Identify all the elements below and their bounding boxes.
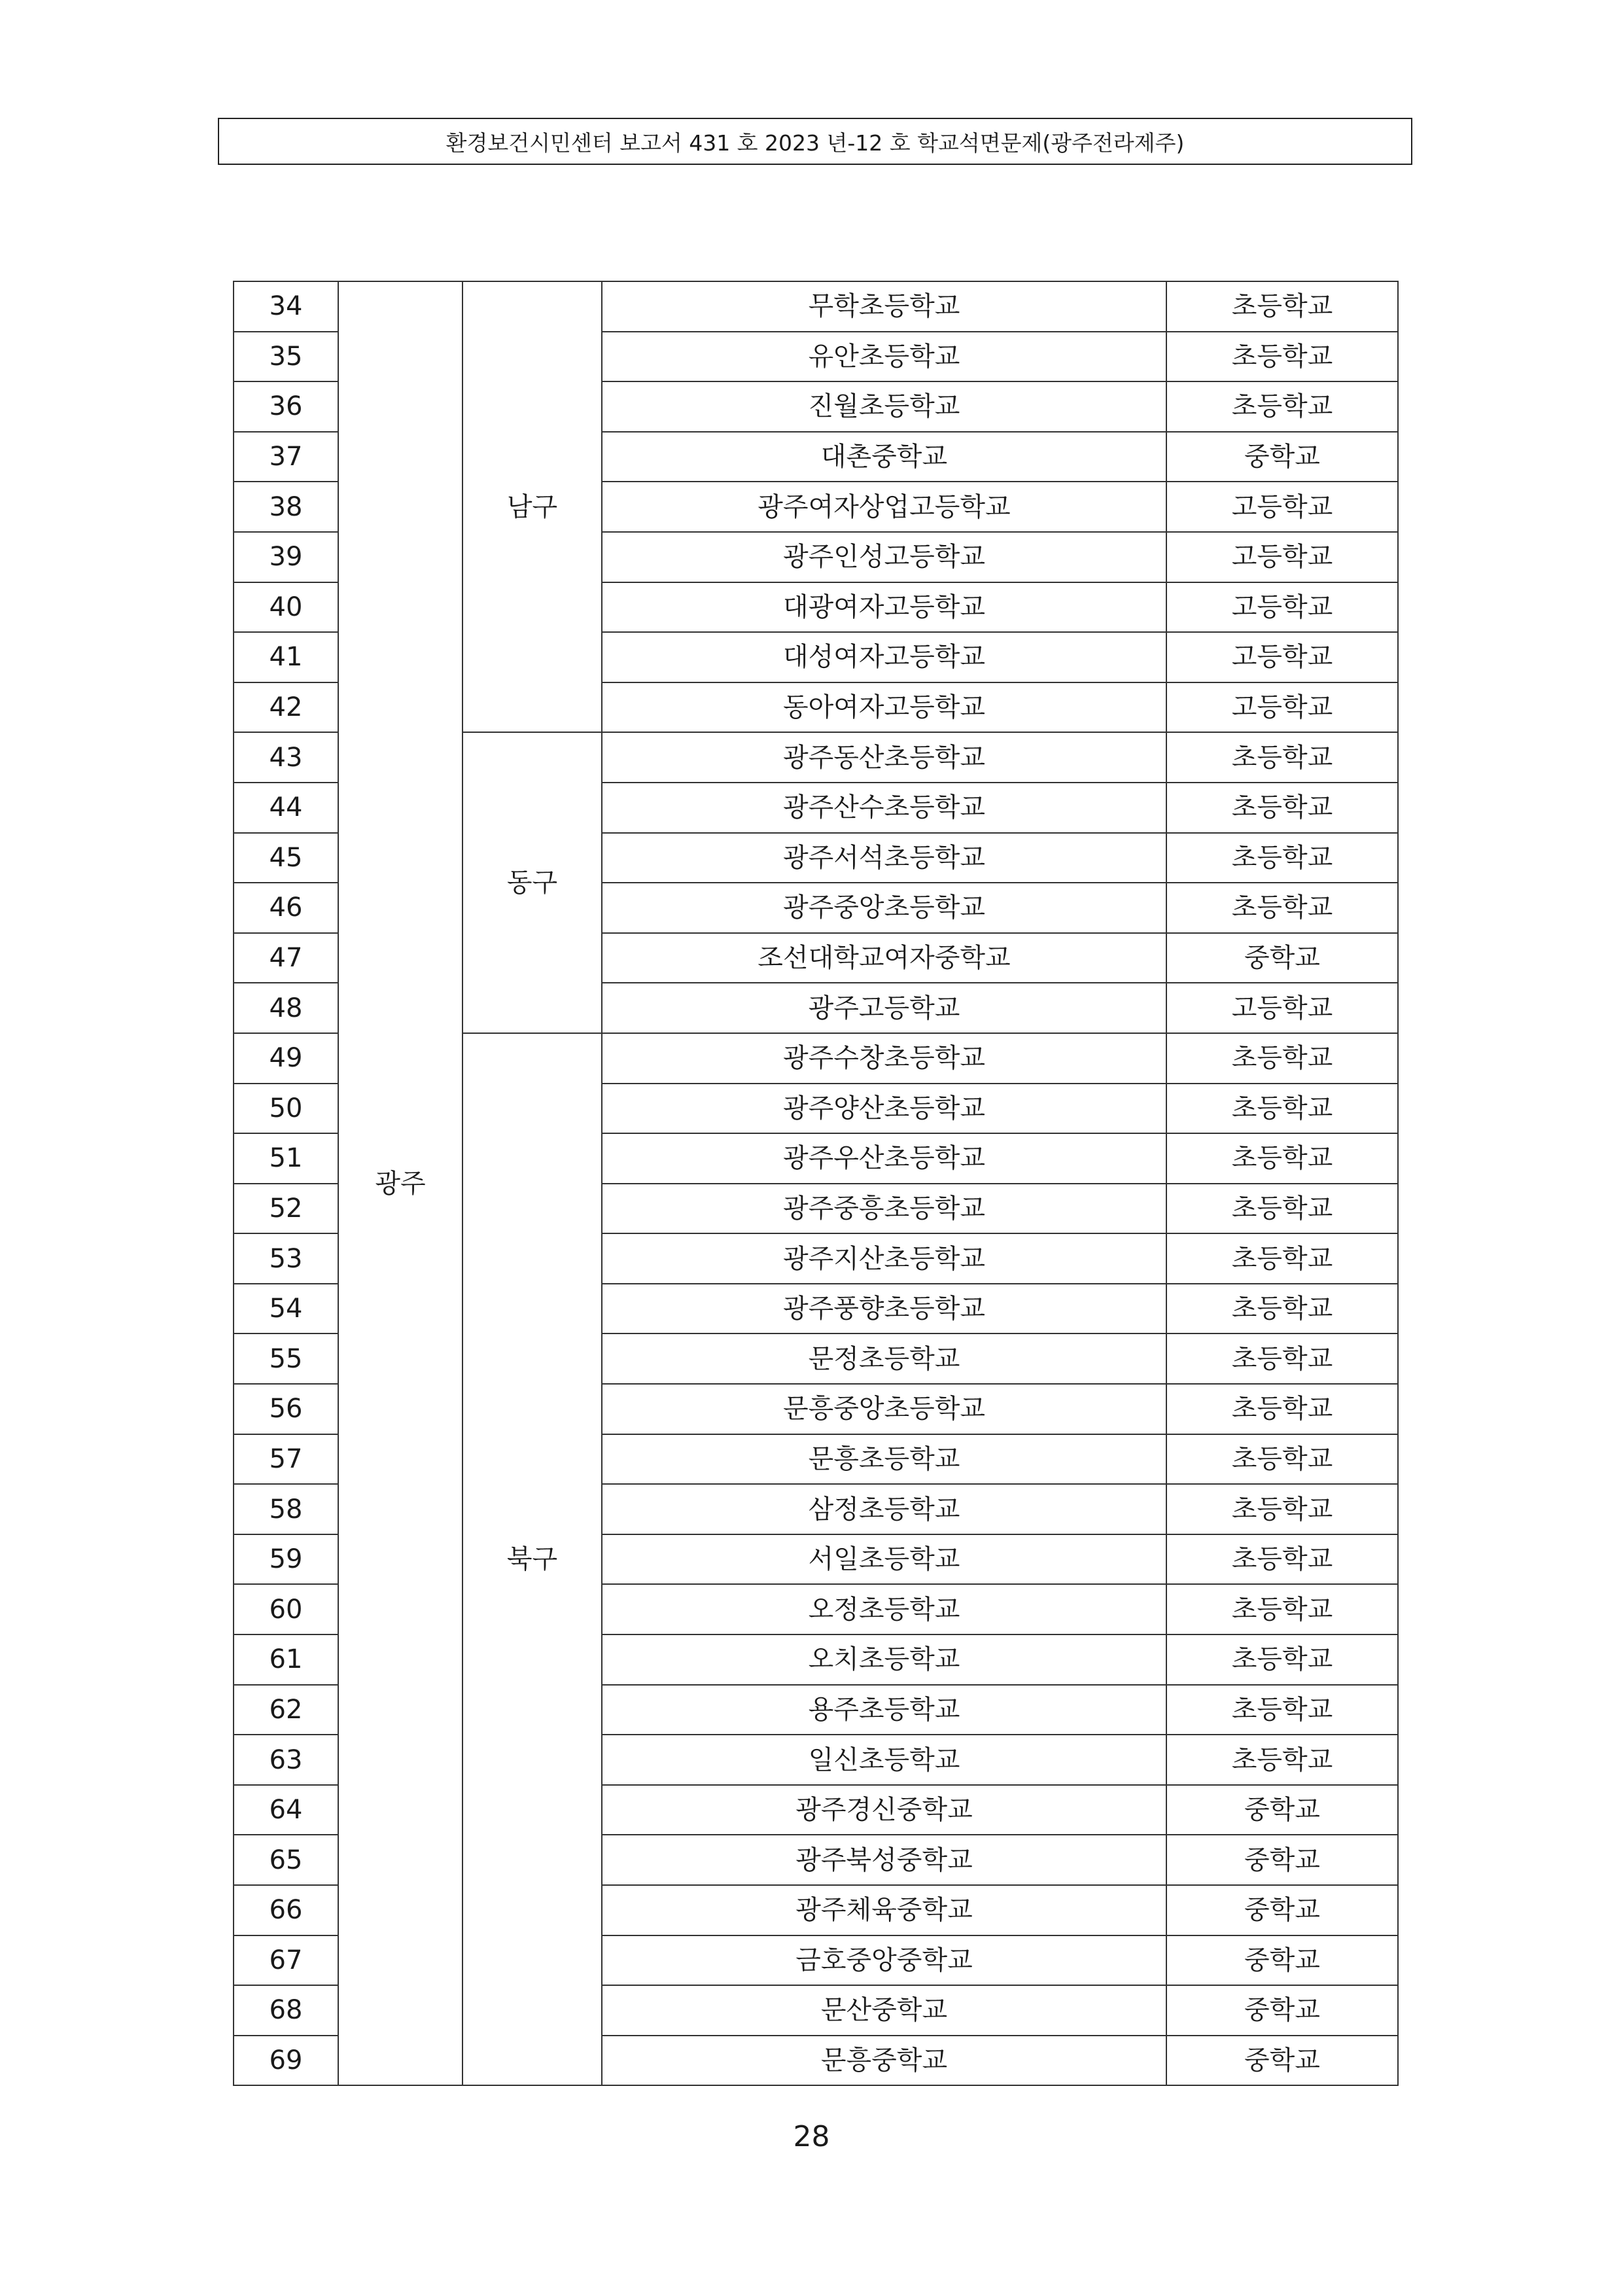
school-type: 초등학교: [1166, 783, 1398, 833]
school-name: 광주풍향초등학교: [602, 1284, 1166, 1334]
school-name: 일신초등학교: [602, 1735, 1166, 1785]
row-number: 48: [234, 983, 338, 1033]
school-type: 초등학교: [1166, 1333, 1398, 1384]
district-cell: 동구: [462, 732, 602, 1033]
row-number: 63: [234, 1735, 338, 1785]
row-number: 41: [234, 632, 338, 682]
school-type: 초등학교: [1166, 1484, 1398, 1534]
school-name: 대광여자고등학교: [602, 582, 1166, 633]
school-name: 광주고등학교: [602, 983, 1166, 1033]
school-type: 초등학교: [1166, 381, 1398, 432]
school-name: 유안초등학교: [602, 332, 1166, 382]
row-number: 35: [234, 332, 338, 382]
school-type: 초등학교: [1166, 1735, 1398, 1785]
school-type: 중학교: [1166, 2036, 1398, 2086]
row-number: 54: [234, 1284, 338, 1334]
school-name: 광주양산초등학교: [602, 1084, 1166, 1134]
school-type: 초등학교: [1166, 1434, 1398, 1485]
school-name: 금호중앙중학교: [602, 1935, 1166, 1986]
row-number: 50: [234, 1084, 338, 1134]
row-number: 36: [234, 381, 338, 432]
school-name: 광주중앙초등학교: [602, 883, 1166, 933]
row-number: 44: [234, 783, 338, 833]
row-number: 38: [234, 482, 338, 532]
school-type: 고등학교: [1166, 682, 1398, 733]
school-type: 고등학교: [1166, 482, 1398, 532]
school-name: 대촌중학교: [602, 432, 1166, 482]
school-type: 초등학교: [1166, 1084, 1398, 1134]
school-name: 무학초등학교: [602, 281, 1166, 332]
row-number: 37: [234, 432, 338, 482]
school-name: 조선대학교여자중학교: [602, 933, 1166, 983]
school-name: 광주경신중학교: [602, 1785, 1166, 1835]
school-name: 광주지산초등학교: [602, 1233, 1166, 1284]
school-name: 문산중학교: [602, 1985, 1166, 2036]
school-name: 광주체육중학교: [602, 1885, 1166, 1935]
row-number: 62: [234, 1685, 338, 1735]
school-name: 광주여자상업고등학교: [602, 482, 1166, 532]
district-cell: 남구: [462, 281, 602, 732]
row-number: 55: [234, 1333, 338, 1384]
school-type: 초등학교: [1166, 833, 1398, 883]
school-table: [233, 281, 1399, 2086]
school-type: 초등학교: [1166, 1184, 1398, 1234]
row-number: 34: [234, 281, 338, 332]
school-type: 초등학교: [1166, 332, 1398, 382]
school-name: 삼정초등학교: [602, 1484, 1166, 1534]
row-number: 60: [234, 1584, 338, 1634]
school-type: 고등학교: [1166, 532, 1398, 582]
school-name: 광주우산초등학교: [602, 1133, 1166, 1184]
school-type: 고등학교: [1166, 582, 1398, 633]
school-type: 중학교: [1166, 432, 1398, 482]
school-type: 중학교: [1166, 933, 1398, 983]
school-name: 용주초등학교: [602, 1685, 1166, 1735]
district-cell: 북구: [462, 1033, 602, 2085]
report-header-title: 환경보건시민센터 보고서 431 호 2023 년-12 호 학교석면문제(광주전라제주): [445, 130, 1185, 156]
school-type: 초등학교: [1166, 281, 1398, 332]
row-number: 69: [234, 2036, 338, 2086]
school-name: 진월초등학교: [602, 381, 1166, 432]
school-type: 고등학교: [1166, 632, 1398, 682]
row-number: 58: [234, 1484, 338, 1534]
row-number: 49: [234, 1033, 338, 1084]
row-number: 68: [234, 1985, 338, 2036]
school-type: 초등학교: [1166, 1233, 1398, 1284]
report-header: [218, 118, 1412, 165]
school-name: 오정초등학교: [602, 1584, 1166, 1634]
row-number: 64: [234, 1785, 338, 1835]
row-number: 52: [234, 1184, 338, 1234]
school-type: 초등학교: [1166, 1685, 1398, 1735]
school-name: 광주북성중학교: [602, 1835, 1166, 1885]
row-number: 51: [234, 1133, 338, 1184]
school-name: 광주서석초등학교: [602, 833, 1166, 883]
table-row: [234, 281, 1398, 332]
school-name: 광주동산초등학교: [602, 732, 1166, 783]
school-name: 문흥초등학교: [602, 1434, 1166, 1485]
row-number: 65: [234, 1835, 338, 1885]
school-name: 대성여자고등학교: [602, 632, 1166, 682]
school-type: 초등학교: [1166, 1133, 1398, 1184]
row-number: 46: [234, 883, 338, 933]
school-type: 중학교: [1166, 1785, 1398, 1835]
school-type: 초등학교: [1166, 1284, 1398, 1334]
row-number: 59: [234, 1534, 338, 1585]
page-number: 28: [793, 2120, 830, 2153]
school-type: 고등학교: [1166, 983, 1398, 1033]
school-name: 동아여자고등학교: [602, 682, 1166, 733]
school-name: 오치초등학교: [602, 1634, 1166, 1685]
school-name: 광주산수초등학교: [602, 783, 1166, 833]
row-number: 57: [234, 1434, 338, 1485]
row-number: 42: [234, 682, 338, 733]
school-name: 광주수창초등학교: [602, 1033, 1166, 1084]
row-number: 45: [234, 833, 338, 883]
school-type: 중학교: [1166, 1885, 1398, 1935]
row-number: 39: [234, 532, 338, 582]
school-name: 광주중흥초등학교: [602, 1184, 1166, 1234]
row-number: 66: [234, 1885, 338, 1935]
school-type: 중학교: [1166, 1935, 1398, 1986]
row-number: 67: [234, 1935, 338, 1986]
row-number: 56: [234, 1384, 338, 1434]
school-name: 문흥중학교: [602, 2036, 1166, 2086]
school-type: 초등학교: [1166, 883, 1398, 933]
region-cell: 광주: [338, 281, 462, 2085]
school-type: 초등학교: [1166, 1384, 1398, 1434]
school-type: 중학교: [1166, 1985, 1398, 2036]
school-type: 중학교: [1166, 1835, 1398, 1885]
school-name: 문정초등학교: [602, 1333, 1166, 1384]
school-table-body: [234, 281, 1398, 2085]
school-name: 서일초등학교: [602, 1534, 1166, 1585]
school-name: 문흥중앙초등학교: [602, 1384, 1166, 1434]
school-type: 초등학교: [1166, 732, 1398, 783]
school-type: 초등학교: [1166, 1534, 1398, 1585]
row-number: 61: [234, 1634, 338, 1685]
row-number: 40: [234, 582, 338, 633]
school-type: 초등학교: [1166, 1634, 1398, 1685]
school-type: 초등학교: [1166, 1033, 1398, 1084]
row-number: 43: [234, 732, 338, 783]
school-name: 광주인성고등학교: [602, 532, 1166, 582]
row-number: 47: [234, 933, 338, 983]
school-type: 초등학교: [1166, 1584, 1398, 1634]
row-number: 53: [234, 1233, 338, 1284]
